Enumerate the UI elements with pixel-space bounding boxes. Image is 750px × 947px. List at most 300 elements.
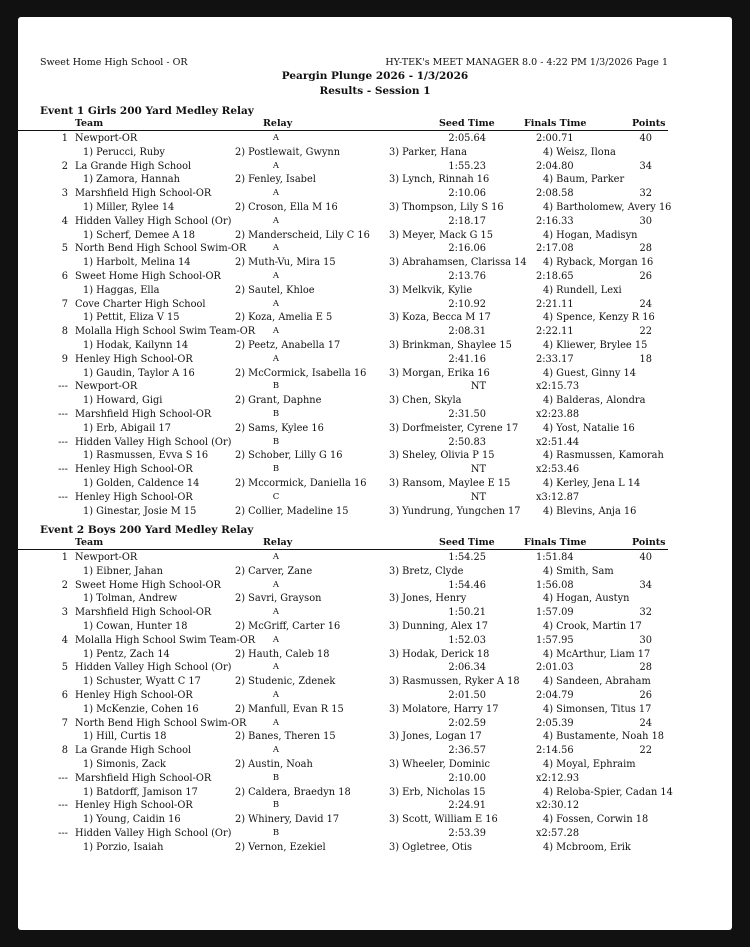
seed-time: NT xyxy=(470,491,486,503)
swimmer-2: 2) Vernon, Ezekiel xyxy=(235,841,326,853)
place: 2 xyxy=(61,160,68,172)
relay-letter: B xyxy=(272,800,280,811)
team-name: Marshfield High School-OR xyxy=(75,188,212,200)
swimmer-1: 1) Simonis, Zack xyxy=(83,759,166,770)
finals-time: 1:51.84 xyxy=(536,552,574,563)
swimmer-1: 1) Haggas, Ella xyxy=(83,284,160,296)
swimmer-2: 2) Postlewait, Gwynn xyxy=(235,146,341,158)
relay-letter: B xyxy=(272,828,280,838)
swimmer-2: 2) Hauth, Caleb 18 xyxy=(235,648,330,660)
col-relay: Relay xyxy=(263,118,293,129)
seed-time: 2:02.59 xyxy=(448,717,486,729)
result-row xyxy=(18,436,732,450)
swimmer-1: 1) Zamora, Hannah xyxy=(83,174,180,186)
points: 32 xyxy=(639,188,652,200)
points: 30 xyxy=(639,215,652,227)
place: 4 xyxy=(61,634,68,646)
relay-letter: A xyxy=(272,552,280,562)
place: 2 xyxy=(61,579,68,591)
place: 8 xyxy=(61,326,68,338)
swimmer-1: 1) Rasmussen, Evva S 16 xyxy=(83,450,209,462)
swimmers-row xyxy=(18,201,732,215)
place: --- xyxy=(58,772,68,784)
place: --- xyxy=(58,409,68,420)
swimmer-3: 3) Molatore, Harry 17 xyxy=(389,703,499,715)
swimmer-1: 1) Porzio, Isaiah xyxy=(83,841,164,853)
swimmer-1: 1) Pentz, Zach 14 xyxy=(83,648,170,660)
place: 9 xyxy=(61,353,68,365)
seed-time: 2:06.34 xyxy=(448,662,486,674)
swimmer-2: 2) Manfull, Evan R 15 xyxy=(235,703,344,715)
swimmer-1: 1) Miller, Rylee 14 xyxy=(83,202,175,213)
place: 6 xyxy=(61,271,68,282)
result-row xyxy=(18,408,732,422)
seed-time: 2:36.57 xyxy=(448,745,486,757)
points: 28 xyxy=(639,243,652,255)
finals-time: 2:21.11 xyxy=(536,298,574,310)
col-finals: Finals Time xyxy=(524,118,587,129)
swimmer-2: 2) Caldera, Braedyn 18 xyxy=(235,786,351,798)
swimmers-row xyxy=(18,703,732,717)
place: 6 xyxy=(61,690,68,701)
swimmers-row xyxy=(18,758,732,772)
result-row xyxy=(18,380,732,394)
relay-letter: A xyxy=(272,607,280,618)
finals-time: 1:56.08 xyxy=(536,579,574,591)
seed-time: 2:05.64 xyxy=(448,133,486,144)
seed-time: 2:10.92 xyxy=(448,298,486,310)
swimmer-3: 3) Sheley, Olivia P 15 xyxy=(389,450,495,462)
points: 32 xyxy=(639,607,652,619)
swimmer-4: 4) Rundell, Lexi xyxy=(543,284,622,296)
swimmers-row xyxy=(18,505,732,519)
result-row xyxy=(18,242,732,256)
points: 26 xyxy=(639,690,652,701)
swimmer-4: 4) Ryback, Morgan 16 xyxy=(543,257,654,269)
swimmer-4: 4) Simonsen, Titus 17 xyxy=(543,703,652,715)
swimmer-4: 4) Mcbroom, Erik xyxy=(543,841,631,853)
place: 8 xyxy=(61,745,68,757)
swimmer-4: 4) Bartholomew, Avery 16 xyxy=(543,202,672,213)
swimmer-3: 3) Dorfmeister, Cyrene 17 xyxy=(389,422,519,434)
meet-title: Peargin Plunge 2026 - 1/3/2026 xyxy=(281,70,469,82)
relay-letter: A xyxy=(272,215,280,226)
col-points: Points xyxy=(632,537,666,548)
swimmer-1: 1) Batdorff, Jamison 17 xyxy=(83,786,198,798)
swimmer-3: 3) Jones, Logan 17 xyxy=(389,731,482,743)
points: 26 xyxy=(639,271,652,282)
relay-letter: A xyxy=(272,298,280,309)
swimmer-4: 4) Baum, Parker xyxy=(543,174,625,186)
relay-letter: B xyxy=(272,381,280,392)
swimmer-2: 2) Savri, Grayson xyxy=(235,593,322,605)
swimmer-3: 3) Abrahamsen, Clarissa 14 xyxy=(389,257,527,269)
place: --- xyxy=(58,436,68,448)
points: 18 xyxy=(639,353,652,365)
swimmer-1: 1) Young, Caidin 16 xyxy=(83,814,181,826)
swimmer-2: 2) McGriff, Carter 16 xyxy=(235,621,341,632)
finals-time: 2:22.11 xyxy=(536,326,574,338)
result-row xyxy=(18,491,732,505)
team-name: Molalla High School Swim Team-OR xyxy=(75,634,256,646)
swimmer-3: 3) Ogletree, Otis xyxy=(389,841,472,853)
swimmer-2: 2) Fenley, Isabel xyxy=(235,174,316,186)
swimmers-row xyxy=(18,786,732,800)
col-seed: Seed Time xyxy=(439,537,495,548)
relay-letter: B xyxy=(272,772,280,783)
swimmer-4: 4) Bustamente, Noah 18 xyxy=(543,731,665,743)
swimmers-row xyxy=(18,339,732,353)
place: --- xyxy=(58,828,68,839)
result-row xyxy=(18,298,732,312)
swimmer-2: 2) McCormick, Isabella 16 xyxy=(235,367,367,379)
finals-time: x2:15.73 xyxy=(536,381,580,393)
finals-time: 2:05.39 xyxy=(536,717,574,729)
swimmer-1: 1) Hodak, Kailynn 14 xyxy=(83,340,189,351)
swimmer-3: 3) Dunning, Alex 17 xyxy=(389,621,489,632)
swimmer-1: 1) Harbolt, Melina 14 xyxy=(83,257,191,269)
swimmer-2: 2) Manderscheid, Lily C 16 xyxy=(235,229,370,241)
swimmer-4: 4) Fossen, Corwin 18 xyxy=(543,814,649,826)
team-name: Newport-OR xyxy=(75,133,138,144)
seed-time: 2:24.91 xyxy=(448,800,486,812)
team-name: Newport-OR xyxy=(75,381,138,393)
team-name: La Grande High School xyxy=(75,745,192,757)
relay-letter: B xyxy=(272,436,280,447)
swimmer-1: 1) Ginestar, Josie M 15 xyxy=(83,505,197,517)
seed-time: 2:41.16 xyxy=(448,353,486,365)
swimmers-row xyxy=(18,367,732,381)
swimmer-2: 2) Whinery, David 17 xyxy=(235,814,340,826)
swimmer-1: 1) Schuster, Wyatt C 17 xyxy=(83,676,201,688)
swimmer-1: 1) Pettit, Eliza V 15 xyxy=(83,312,180,324)
team-name: Henley High School-OR xyxy=(75,690,193,701)
relay-letter: B xyxy=(272,409,280,419)
col-team: Team xyxy=(75,118,104,129)
swimmer-3: 3) Rasmussen, Ryker A 18 xyxy=(389,676,520,688)
swimmer-2: 2) Sautel, Khloe xyxy=(235,284,315,296)
seed-time: 2:31.50 xyxy=(448,409,486,420)
team-name: Hidden Valley High School (Or) xyxy=(75,215,232,227)
event-title: Event 2 Boys 200 Yard Medley Relay xyxy=(40,524,254,536)
team-name: Hidden Valley High School (Or) xyxy=(75,828,232,839)
swimmer-1: 1) Eibner, Jahan xyxy=(83,565,163,577)
points: 34 xyxy=(639,160,652,172)
result-row xyxy=(18,187,732,201)
swimmer-1: 1) Perucci, Ruby xyxy=(83,146,165,158)
finals-time: 2:00.71 xyxy=(536,133,574,144)
place: 4 xyxy=(61,215,68,227)
swimmer-3: 3) Wheeler, Dominic xyxy=(389,759,491,770)
swimmer-2: 2) Carver, Zane xyxy=(235,565,313,577)
team-name: Henley High School-OR xyxy=(75,353,193,365)
col-points: Points xyxy=(632,118,666,129)
place: --- xyxy=(58,464,68,476)
finals-time: 2:04.79 xyxy=(536,690,574,701)
team-name: Newport-OR xyxy=(75,552,138,563)
swimmer-4: 4) Kliewer, Brylee 15 xyxy=(543,340,648,351)
results-page xyxy=(18,17,732,930)
finals-time: x2:51.44 xyxy=(536,436,580,448)
swimmers-row xyxy=(18,146,732,160)
session-title: Results - Session 1 xyxy=(319,85,431,97)
place: 5 xyxy=(61,243,68,255)
relay-letter: C xyxy=(272,491,280,502)
seed-time: 2:13.76 xyxy=(448,271,486,282)
finals-time: x2:30.12 xyxy=(536,800,580,812)
place: 1 xyxy=(61,133,68,144)
result-row xyxy=(18,353,732,367)
col-team: Team xyxy=(75,537,104,548)
seed-time: 2:53.39 xyxy=(448,828,486,839)
relay-letter: A xyxy=(272,634,280,645)
swimmer-2: 2) Banes, Theren 15 xyxy=(235,731,336,743)
swimmer-1: 1) Tolman, Andrew xyxy=(83,593,178,605)
swimmer-3: 3) Thompson, Lily S 16 xyxy=(389,202,504,213)
finals-time: 2:14.56 xyxy=(536,745,574,757)
swimmer-2: 2) Mccormick, Daniella 16 xyxy=(235,478,367,489)
swimmers-row xyxy=(18,311,732,325)
relay-letter: A xyxy=(272,133,280,143)
relay-letter: B xyxy=(272,464,280,475)
result-row xyxy=(18,551,732,565)
result-row xyxy=(18,270,732,284)
seed-time: 1:55.23 xyxy=(448,160,486,172)
seed-time: 2:50.83 xyxy=(448,436,486,448)
swimmers-row xyxy=(18,477,732,491)
seed-time: 1:54.25 xyxy=(448,552,486,563)
swimmers-row xyxy=(18,592,732,606)
points: 30 xyxy=(639,634,652,646)
points: 24 xyxy=(639,298,652,310)
result-row xyxy=(18,215,732,229)
result-row xyxy=(18,827,732,841)
swimmer-3: 3) Koza, Becca M 17 xyxy=(389,312,491,324)
place: --- xyxy=(58,800,68,812)
finals-time: x2:23.88 xyxy=(536,409,580,420)
finals-time: x2:57.28 xyxy=(536,828,580,839)
swimmer-4: 4) Hogan, Madisyn xyxy=(543,229,638,241)
place: --- xyxy=(58,381,68,393)
event-title: Event 1 Girls 200 Yard Medley Relay xyxy=(40,105,254,117)
relay-letter: A xyxy=(272,243,280,254)
relay-letter: A xyxy=(272,579,280,590)
team-name: Henley High School-OR xyxy=(75,800,193,812)
swimmer-4: 4) Balderas, Alondra xyxy=(543,395,646,407)
relay-letter: A xyxy=(272,160,280,171)
swimmer-3: 3) Parker, Hana xyxy=(389,146,467,158)
swimmer-2: 2) Peetz, Anabella 17 xyxy=(235,340,341,351)
relay-letter: A xyxy=(272,690,280,700)
swimmer-1: 1) Erb, Abigail 17 xyxy=(83,422,171,434)
swimmer-4: 4) Rasmussen, Kamorah xyxy=(543,450,664,462)
swimmer-4: 4) Spence, Kenzy R 16 xyxy=(543,312,655,324)
place: 1 xyxy=(61,552,68,563)
team-name: Hidden Valley High School (Or) xyxy=(75,662,232,674)
result-row xyxy=(18,160,732,174)
finals-time: 1:57.09 xyxy=(536,607,574,619)
finals-time: 2:18.65 xyxy=(536,271,574,282)
swimmer-1: 1) Scherf, Demee A 18 xyxy=(83,229,195,241)
swimmers-row xyxy=(18,394,732,408)
points: 22 xyxy=(639,745,652,757)
team-name: Henley High School-OR xyxy=(75,464,193,476)
swimmers-row xyxy=(18,675,732,689)
swimmers-row xyxy=(18,173,732,187)
swimmer-1: 1) Hill, Curtis 18 xyxy=(83,731,167,743)
finals-time: x2:53.46 xyxy=(536,464,580,476)
swimmers-row xyxy=(18,813,732,827)
place: --- xyxy=(58,491,68,503)
swimmer-4: 4) Guest, Ginny 14 xyxy=(543,367,636,379)
col-relay: Relay xyxy=(263,537,293,548)
swimmer-3: 3) Chen, Skyla xyxy=(389,395,462,407)
relay-letter: A xyxy=(272,271,280,281)
finals-time: x2:12.93 xyxy=(536,772,580,784)
finals-time: 2:04.80 xyxy=(536,160,574,172)
swimmers-row xyxy=(18,449,732,463)
place: 7 xyxy=(61,298,68,310)
swimmer-3: 3) Meyer, Mack G 15 xyxy=(389,229,493,241)
finals-time: 1:57.95 xyxy=(536,634,574,646)
seed-time: 1:54.46 xyxy=(448,579,486,591)
software-stamp: HY-TEK's MEET MANAGER 8.0 - 4:22 PM 1/3/2026 Page 1 xyxy=(385,57,668,68)
place: 3 xyxy=(61,607,68,619)
result-row xyxy=(18,606,732,620)
finals-time: 2:01.03 xyxy=(536,662,574,674)
swimmer-3: 3) Lynch, Rinnah 16 xyxy=(389,174,490,186)
seed-time: 2:10.06 xyxy=(448,188,486,200)
finals-time: 2:16.33 xyxy=(536,215,574,227)
col-finals: Finals Time xyxy=(524,537,587,548)
swimmers-row xyxy=(18,620,732,634)
swimmer-2: 2) Muth-Vu, Mira 15 xyxy=(235,257,336,269)
seed-time: 1:52.03 xyxy=(448,634,486,646)
swimmer-2: 2) Koza, Amelia E 5 xyxy=(235,312,333,324)
swimmer-4: 4) Weisz, Ilona xyxy=(543,146,616,158)
swimmers-row xyxy=(18,565,732,579)
seed-time: 2:18.17 xyxy=(448,215,486,227)
team-name: Sweet Home High School-OR xyxy=(75,271,221,282)
result-row xyxy=(18,661,732,675)
team-name: Cove Charter High School xyxy=(75,298,206,310)
finals-time: 2:08.58 xyxy=(536,188,574,200)
team-name: Hidden Valley High School (Or) xyxy=(75,436,232,448)
swimmer-2: 2) Austin, Noah xyxy=(235,759,313,770)
swimmer-1: 1) Cowan, Hunter 18 xyxy=(83,621,188,632)
team-name: La Grande High School xyxy=(75,160,192,172)
seed-time: 2:10.00 xyxy=(448,772,486,784)
finals-time: x3:12.87 xyxy=(536,491,580,503)
swimmer-3: 3) Morgan, Erika 16 xyxy=(389,367,490,379)
seed-time: 2:01.50 xyxy=(448,690,486,701)
points: 22 xyxy=(639,326,652,338)
result-row xyxy=(18,689,732,703)
swimmer-4: 4) Smith, Sam xyxy=(543,565,614,577)
team-name: North Bend High School Swim-OR xyxy=(75,243,247,255)
swimmers-row xyxy=(18,229,732,243)
place: 5 xyxy=(61,662,68,674)
finals-time: 2:33.17 xyxy=(536,353,574,365)
swimmers-row xyxy=(18,284,732,298)
swimmer-4: 4) Yost, Natalie 16 xyxy=(543,422,635,434)
swimmer-3: 3) Scott, William E 16 xyxy=(389,814,498,826)
result-row xyxy=(18,579,732,593)
swimmers-row xyxy=(18,841,732,855)
swimmer-3: 3) Yundrung, Yungchen 17 xyxy=(389,505,521,517)
team-name: Henley High School-OR xyxy=(75,491,193,503)
swimmer-4: 4) Reloba-Spier, Cadan 14 xyxy=(543,786,673,798)
team-name: Sweet Home High School-OR xyxy=(75,579,221,591)
finals-time: 2:17.08 xyxy=(536,243,574,255)
swimmer-1: 1) Golden, Caldence 14 xyxy=(83,478,200,489)
relay-letter: A xyxy=(272,662,280,673)
column-header-row xyxy=(18,118,668,131)
swimmer-2: 2) Schober, Lilly G 16 xyxy=(235,450,343,462)
seed-time: NT xyxy=(470,381,486,393)
swimmers-row xyxy=(18,648,732,662)
result-row xyxy=(18,132,732,146)
swimmer-1: 1) Gaudin, Taylor A 16 xyxy=(83,367,195,379)
column-header-row xyxy=(18,537,668,550)
swimmers-row xyxy=(18,256,732,270)
swimmers-row xyxy=(18,422,732,436)
swimmer-2: 2) Studenic, Zdenek xyxy=(235,676,336,688)
swimmer-4: 4) Kerley, Jena L 14 xyxy=(543,478,641,489)
swimmer-3: 3) Brinkman, Shaylee 15 xyxy=(389,340,512,351)
points: 40 xyxy=(639,133,652,144)
points: 34 xyxy=(639,579,652,591)
result-row xyxy=(18,744,732,758)
swimmer-2: 2) Grant, Daphne xyxy=(235,395,322,407)
swimmer-2: 2) Croson, Ella M 16 xyxy=(235,202,338,213)
seed-time: NT xyxy=(470,464,486,476)
swimmers-row xyxy=(18,730,732,744)
relay-letter: A xyxy=(272,745,280,756)
col-seed: Seed Time xyxy=(439,118,495,129)
swimmer-3: 3) Melkvik, Kylie xyxy=(389,284,473,296)
swimmer-3: 3) Erb, Nicholas 15 xyxy=(389,786,486,798)
swimmer-3: 3) Ransom, Maylee E 15 xyxy=(389,478,511,489)
place: 3 xyxy=(61,188,68,200)
team-name: Marshfield High School-OR xyxy=(75,772,212,784)
swimmer-4: 4) Hogan, Austyn xyxy=(543,593,630,605)
seed-time: 1:50.21 xyxy=(448,607,486,619)
result-row xyxy=(18,717,732,731)
swimmer-1: 1) McKenzie, Cohen 16 xyxy=(83,703,199,715)
seed-time: 2:16.06 xyxy=(448,243,486,255)
place: 7 xyxy=(61,717,68,729)
swimmer-3: 3) Jones, Henry xyxy=(389,593,467,605)
result-row xyxy=(18,634,732,648)
result-row xyxy=(18,772,732,786)
swimmer-4: 4) Blevins, Anja 16 xyxy=(543,505,637,517)
result-row xyxy=(18,799,732,813)
team-name: Marshfield High School-OR xyxy=(75,409,212,420)
swimmer-4: 4) McArthur, Liam 17 xyxy=(543,648,651,660)
swimmer-4: 4) Moyal, Ephraim xyxy=(543,759,636,770)
points: 40 xyxy=(639,552,652,563)
swimmer-4: 4) Sandeen, Abraham xyxy=(543,676,651,688)
swimmer-4: 4) Crook, Martin 17 xyxy=(543,621,642,632)
relay-letter: A xyxy=(272,353,280,364)
swimmer-2: 2) Collier, Madeline 15 xyxy=(235,505,349,517)
swimmer-3: 3) Hodak, Derick 18 xyxy=(389,648,490,660)
team-name: Marshfield High School-OR xyxy=(75,607,212,619)
swimmer-3: 3) Bretz, Clyde xyxy=(389,565,464,577)
host-team: Sweet Home High School - OR xyxy=(40,57,188,68)
result-row xyxy=(18,463,732,477)
